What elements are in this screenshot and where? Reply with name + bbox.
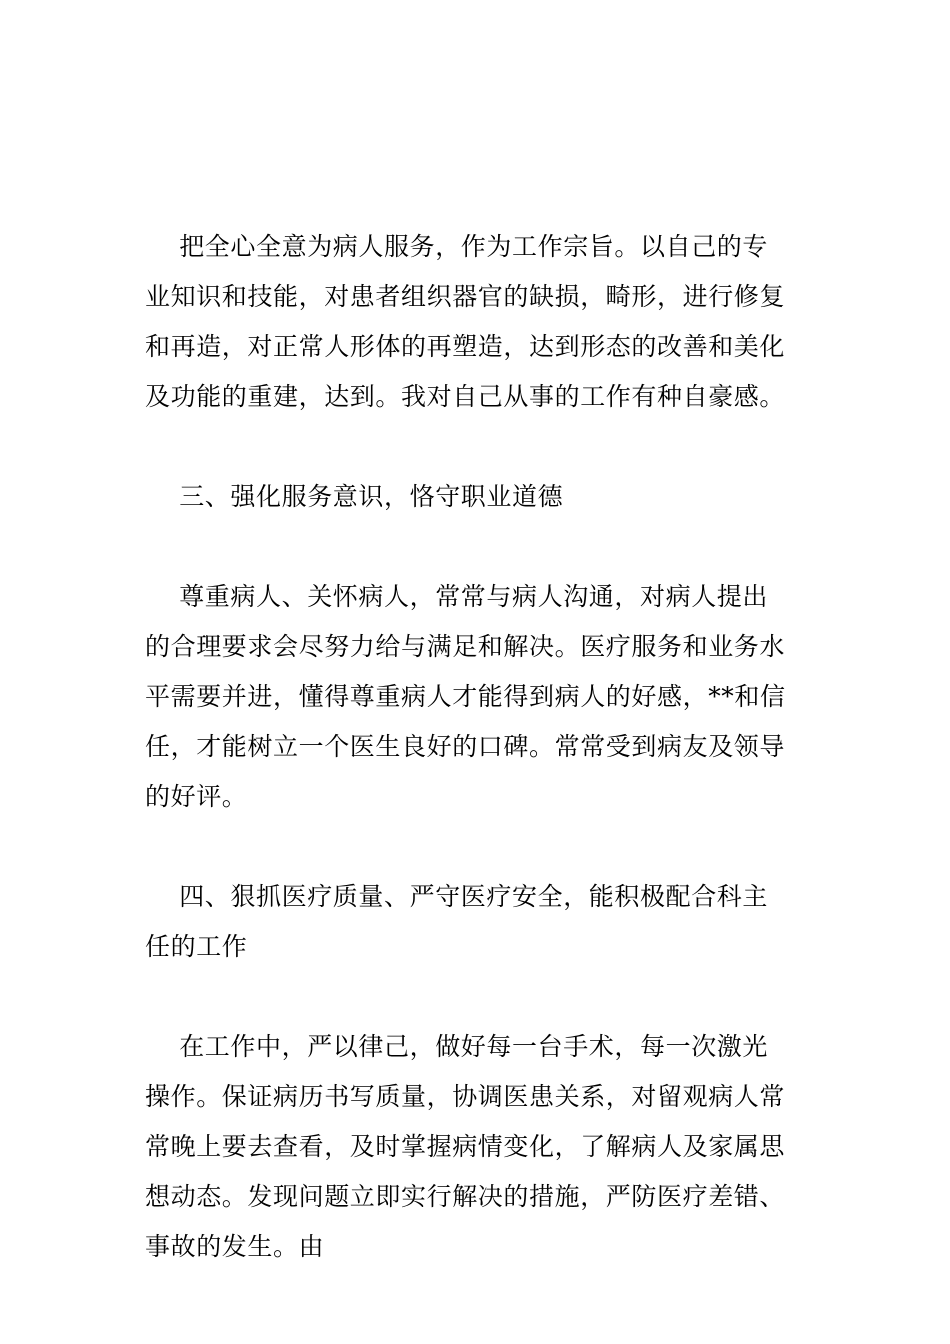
heading-line: 三、强化服务意识，恪守职业道德 xyxy=(179,482,564,511)
paragraph-line: 在工作中，严以律己，做好每一台手术，每一次激光 xyxy=(179,1032,768,1061)
paragraph-work-discipline xyxy=(145,972,807,1322)
paragraph-line: 把全心全意为病人服务，作为工作宗旨。以自己的专 xyxy=(179,232,768,261)
paragraph-line: 任，才能树立一个医生良好的口碑。常常受到病友及领导 xyxy=(145,732,786,761)
heading-line: 任的工作 xyxy=(145,932,248,961)
paragraph-line: 的合理要求会尽努力给与满足和解决。医疗服务和业务水 xyxy=(145,632,786,661)
paragraph-line: 常晚上要去查看，及时掌握病情变化，了解病人及家属思 xyxy=(145,1132,786,1161)
paragraph-line: 及功能的重建，达到。我对自己从事的工作有种自豪感。 xyxy=(145,382,786,411)
paragraph-line: 事故的发生。由 xyxy=(145,1232,325,1261)
paragraph-line: 尊重病人、关怀病人，常常与病人沟通，对病人提出 xyxy=(179,582,768,611)
paragraph-respect-patients xyxy=(145,522,807,872)
paragraph-line: 想动态。发现问题立即实行解决的措施，严防医疗差错、 xyxy=(145,1182,786,1211)
paragraph-line: 业知识和技能，对患者组织器官的缺损，畸形，进行修复 xyxy=(145,282,786,311)
paragraph-line: 和再造，对正常人形体的再塑造，达到形态的改善和美化 xyxy=(145,332,786,361)
paragraph-line: 平需要并进，懂得尊重病人才能得到病人的好感，**和信 xyxy=(145,682,786,711)
paragraph-line: 操作。保证病历书写质量，协调医患关系，对留观病人常 xyxy=(145,1082,786,1111)
paragraph-line: 的好评。 xyxy=(145,782,248,811)
heading-line: 四、狠抓医疗质量、严守医疗安全，能积极配合科主 xyxy=(179,882,768,911)
